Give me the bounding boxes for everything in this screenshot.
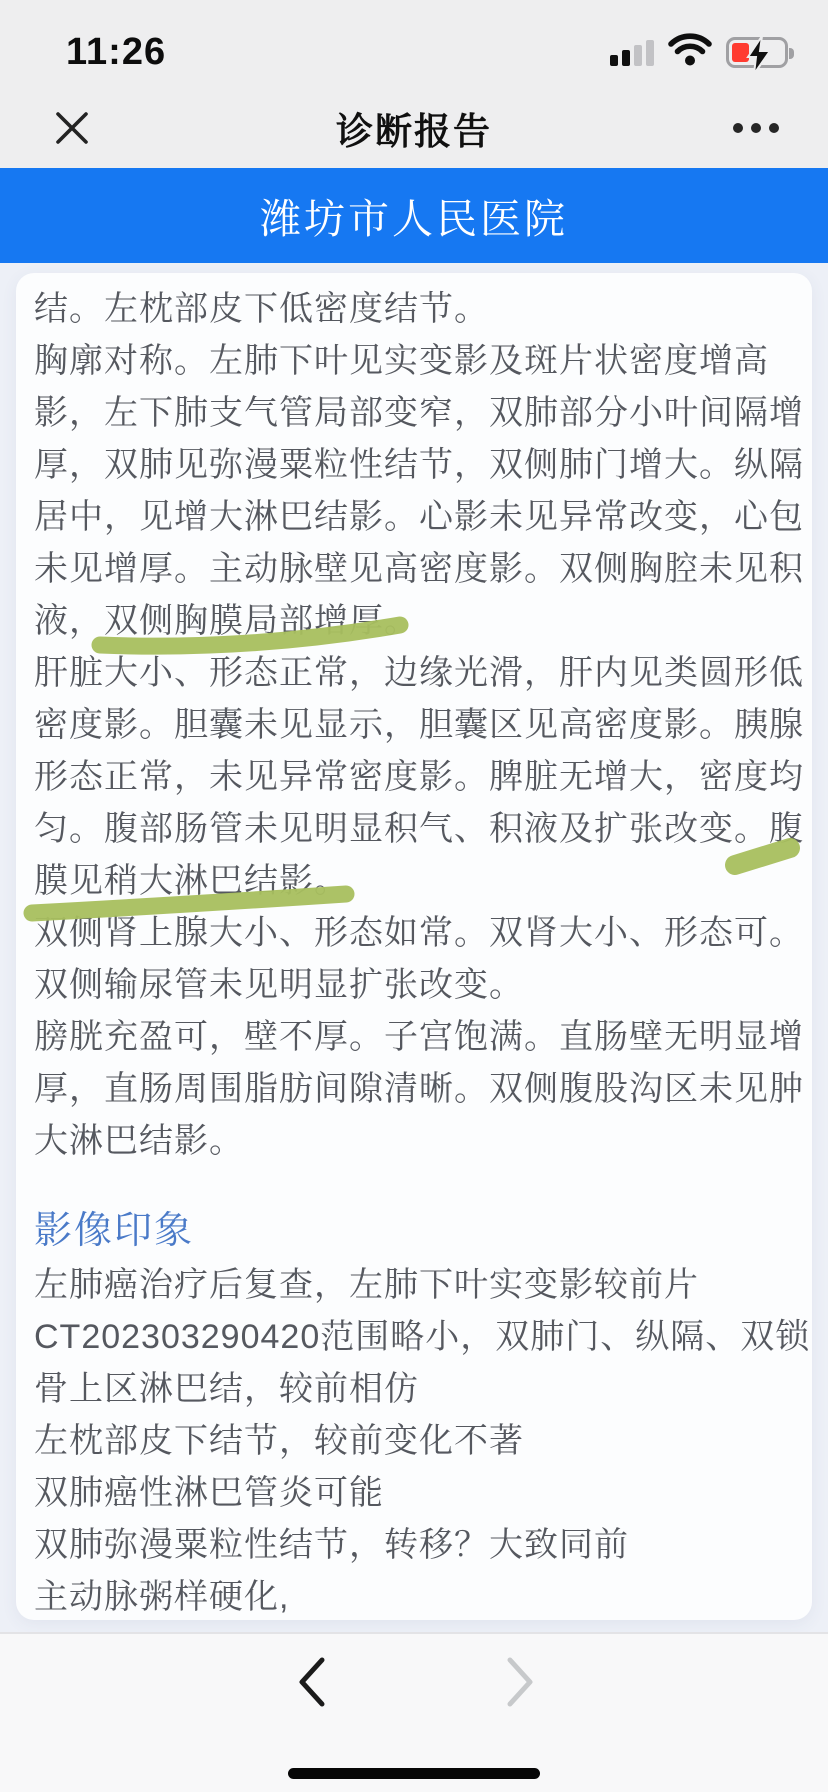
finding-line: 影，左下肺支气管局部变窄，双肺部分小叶间隔增 xyxy=(34,394,804,432)
finding-line: 厚，直肠周围脂肪间隙清晰。双侧腹股沟区未见肿 xyxy=(34,1070,804,1108)
impression-heading: 影像印象 xyxy=(34,1210,195,1252)
chevron-left-icon xyxy=(297,1656,327,1708)
cellular-signal-icon xyxy=(610,39,654,66)
finding-line: 膜见稍大淋巴结影。 xyxy=(34,862,349,900)
close-button[interactable] xyxy=(42,98,102,158)
status-icons xyxy=(610,33,794,71)
impression-line: 左肺癌治疗后复查，左肺下叶实变影较前片 xyxy=(34,1266,699,1304)
finding-line: 胸廓对称。左肺下叶见实变影及斑片状密度增高 xyxy=(34,342,769,380)
finding-line: 肝脏大小、形态正常，边缘光滑，肝内见类圆形低 xyxy=(34,654,804,692)
status-bar xyxy=(0,0,828,88)
wifi-icon xyxy=(668,33,712,71)
prev-page-button[interactable] xyxy=(282,1652,342,1712)
status-time: 11:26 xyxy=(66,30,167,73)
finding-line: 密度影。胆囊未见显示，胆囊区见高密度影。胰腺 xyxy=(34,706,804,744)
impression-line: 双肺弥漫粟粒性结节，转移？大致同前 xyxy=(34,1526,629,1564)
finding-line: 大淋巴结影。 xyxy=(34,1122,244,1160)
home-indicator[interactable] xyxy=(288,1768,540,1779)
chevron-right-icon xyxy=(505,1656,535,1708)
finding-line: 厚，双肺见弥漫粟粒性结节，双侧肺门增大。纵隔 xyxy=(34,446,804,484)
page-title: 诊断报告 xyxy=(336,111,492,152)
impression-line: 骨上区淋巴结，较前相仿 xyxy=(34,1370,419,1408)
impression-line: 双肺癌性淋巴管炎可能 xyxy=(34,1474,384,1512)
hospital-name: 潍坊市人民医院 xyxy=(260,196,568,242)
close-icon xyxy=(53,109,91,147)
hospital-banner xyxy=(0,168,828,263)
next-page-button[interactable] xyxy=(490,1652,550,1712)
finding-line: 未见增厚。主动脉壁见高密度影。双侧胸腔未见积 xyxy=(34,550,804,588)
more-icon xyxy=(733,123,779,133)
impression-line: 主动脉粥样硬化, xyxy=(34,1578,290,1616)
more-button[interactable] xyxy=(726,98,786,158)
report-card xyxy=(16,273,812,1620)
impression-line: CT202303290420范围略小，双肺门、纵隔、双锁 xyxy=(34,1318,811,1356)
finding-line: 膀胱充盈可，壁不厚。子宫饱满。直肠壁无明显增 xyxy=(34,1018,804,1056)
finding-line: 形态正常，未见异常密度影。脾脏无增大，密度均 xyxy=(34,758,804,796)
battery-icon xyxy=(726,37,788,68)
finding-line: 双侧输尿管未见明显扩张改变。 xyxy=(34,966,524,1004)
battery-charging-bolt-icon xyxy=(744,35,774,80)
top-chrome xyxy=(0,0,828,168)
finding-line: 双侧肾上腺大小、形态如常。双肾大小、形态可。 xyxy=(34,914,804,952)
impression-line: 左枕部皮下结节，较前变化不著 xyxy=(34,1422,524,1460)
finding-line: 液，双侧胸膜局部增厚。 xyxy=(34,602,419,640)
nav-bar xyxy=(0,88,828,168)
finding-line: 匀。腹部肠管未见明显积气、积液及扩张改变。腹 xyxy=(34,810,804,848)
finding-line: 居中，见增大淋巴结影。心影未见异常改变，心包 xyxy=(34,498,804,536)
finding-line: 结。左枕部皮下低密度结节。 xyxy=(34,290,489,328)
